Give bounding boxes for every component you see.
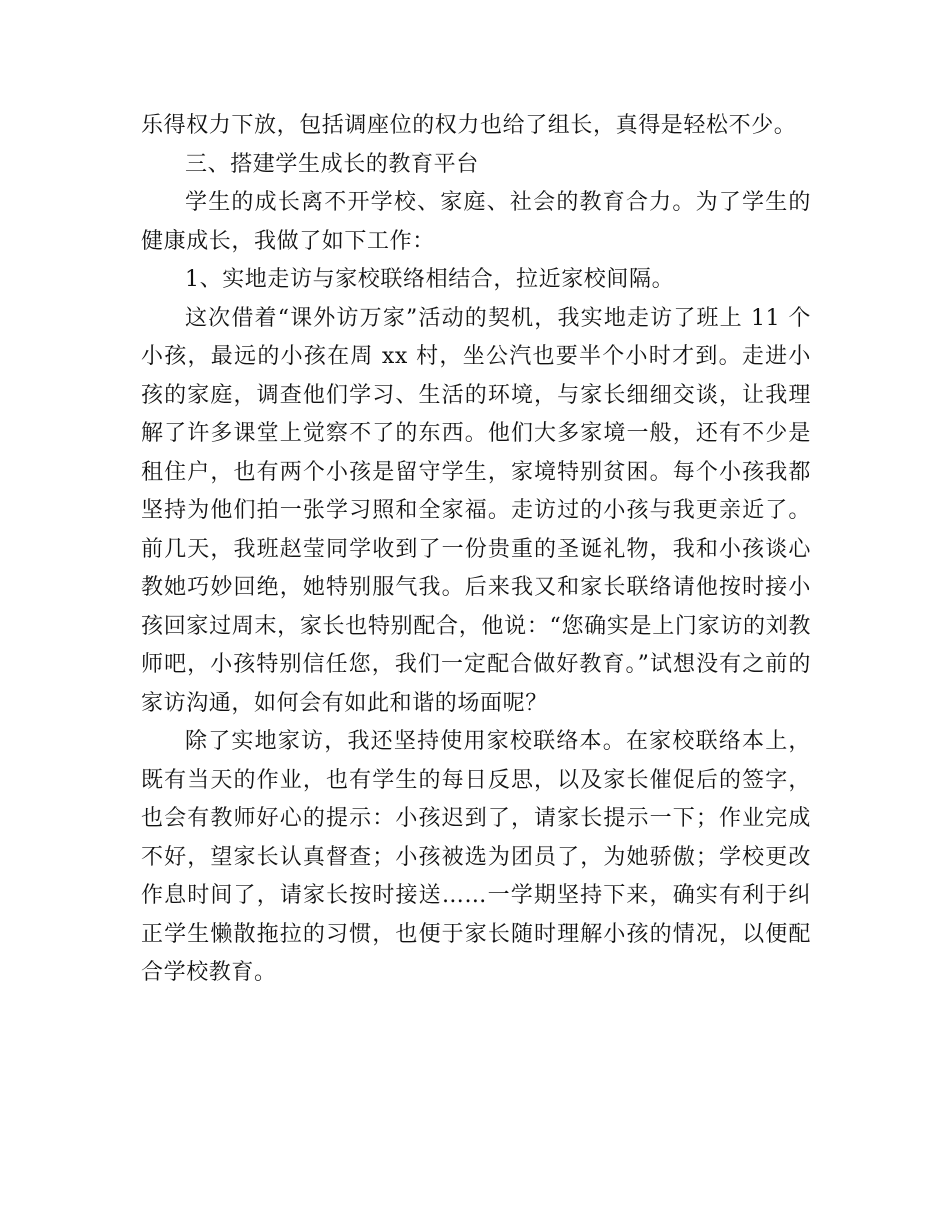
paragraph-home-visits: 这次借着“课外访万家”活动的契机，我实地走访了班上 11 个小孩，最远的小孩在周 xx 村，坐公汽也要半个小时才到。走进小孩的家庭，调查他们学习、生活的环境，与家长细细交谈，让我理解了许多课堂上觉察不了的东西。他们大多家境一般，还有不少是租住户，也有两个小孩是留守学生，家境特别贫困。每个小孩我都坚持为他们拍一张学习照和全家福。走访过的小孩与我更亲近了。前几天，我班赵莹同学收到了一份贵重的圣诞礼物，我和小孩谈心教她巧妙回绝，她特别服气我。后来我又和家长联络请他按时接小孩回家过周末，家长也特别配合，他说：“您确实是上门家访的刘教师吧，小孩特别信任您，我们一定配合做好教育。”试想没有之前的家访沟通，如何会有如此和谐的场面呢？ xyxy=(141,305,811,716)
paragraph-continuation: 乐得权力下放，包括调座位的权力也给了组长，真得是轻松不少。 xyxy=(141,113,797,138)
paragraph-intro: 学生的成长离不开学校、家庭、社会的教育合力。为了学生的健康成长，我做了如下工作： xyxy=(141,190,811,254)
paragraph-contact-book: 除了实地家访，我还坚持使用家校联络本。在家校联络本上，既有当天的作业，也有学生的每日反思，以及家长催促后的签字，也会有教师好心的提示：小孩迟到了，请家长提示一下；作业完成不好，望家长认真督查；小孩被选为团员了，为她骄傲；学校更改作息时间了，请家长按时接送……一学期坚持下来，确实有利于纠正学生懒散拖拉的习惯，也便于家长随时理解小孩的情况，以便配合学校教育。 xyxy=(141,729,811,985)
section-heading: 三、搭建学生成长的教育平台 xyxy=(185,151,479,177)
document-body xyxy=(141,107,811,993)
subsection-heading: 1、实地走访与家校联络相结合，拉近家校间隔。 xyxy=(185,267,675,292)
